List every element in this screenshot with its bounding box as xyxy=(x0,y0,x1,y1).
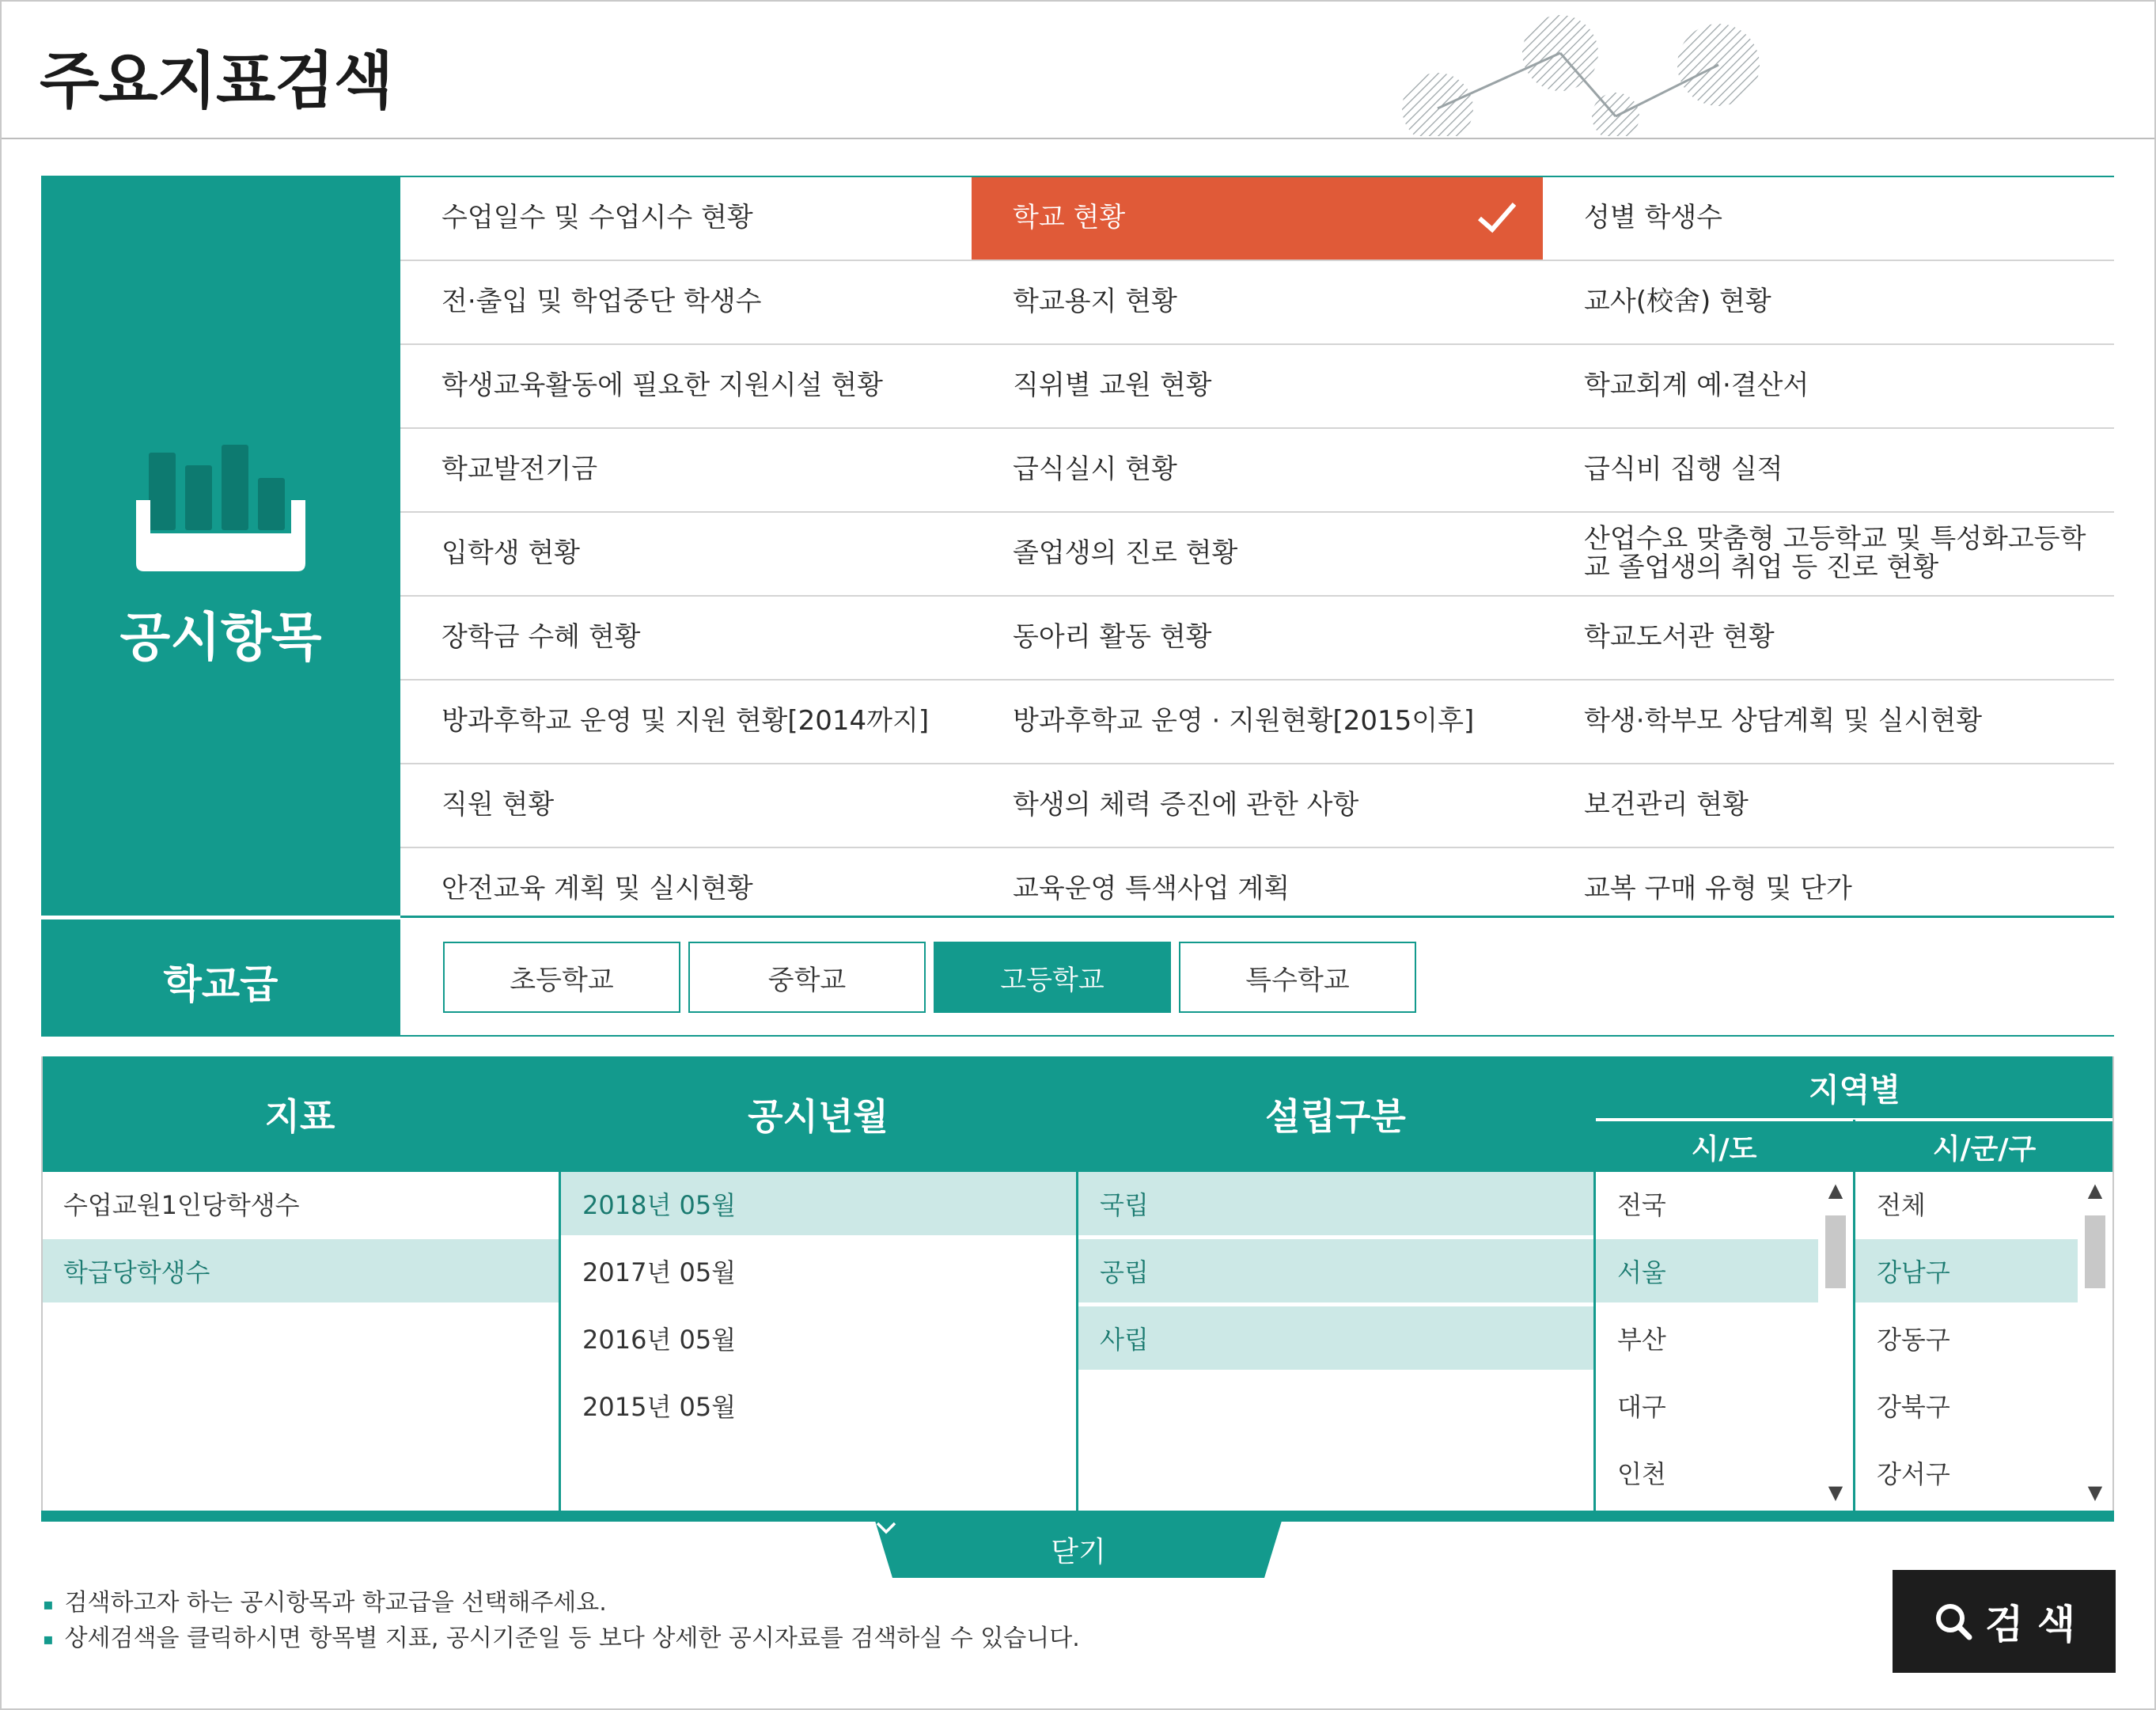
items-row xyxy=(400,345,2114,429)
disclosure-item-label: 급식실시 현황 xyxy=(1013,453,1177,486)
disclosure-item-label: 산업수요 맞춤형 고등학교 및 특성화고등학교 졸업생의 취업 등 진로 현황 xyxy=(1584,523,2086,583)
disclosure-item-label: 동아리 활동 현황 xyxy=(1013,621,1212,654)
sido-item[interactable]: 인천 xyxy=(1617,1459,1666,1489)
sigungu-scrollbar[interactable] xyxy=(2078,1172,2112,1511)
molecule-decoration xyxy=(1394,9,1837,136)
disclosure-item-label: 교육운영 특색사업 계획 xyxy=(1013,873,1290,905)
disclosure-item[interactable] xyxy=(1543,848,2114,931)
year-month-item[interactable]: 2015년 05월 xyxy=(582,1392,737,1422)
disclosure-item-label: 직원 현황 xyxy=(441,789,555,821)
table-left-border xyxy=(41,1056,43,1511)
foundation-list xyxy=(1078,1172,1593,1511)
indicator-item[interactable]: 수업교원1인당학생수 xyxy=(63,1190,300,1220)
column-divider xyxy=(559,1056,561,1511)
page-header xyxy=(2,2,2154,139)
disclosure-item[interactable] xyxy=(1543,764,2114,847)
header-year-month: 공시년월 xyxy=(560,1056,1076,1172)
sigungu-item[interactable]: 강남구 xyxy=(1855,1239,2078,1302)
year-month-list xyxy=(560,1172,1076,1511)
sido-item[interactable]: 대구 xyxy=(1617,1392,1666,1422)
school-level-bottom-border xyxy=(400,1035,2114,1037)
disclosure-item-label: 학교발전기금 xyxy=(441,453,598,486)
notes xyxy=(43,1586,1080,1656)
disclosure-item[interactable] xyxy=(1543,261,2114,343)
search-icon xyxy=(1933,1601,1974,1642)
indicator-list xyxy=(41,1172,559,1511)
close-button-label: 닫기 xyxy=(1051,1535,1106,1568)
school-level-label: 학교급 xyxy=(163,961,278,1007)
column-divider xyxy=(1593,1056,1596,1511)
disclosure-item[interactable] xyxy=(400,597,972,679)
disclosure-item[interactable] xyxy=(972,345,1543,427)
level-button-high[interactable]: 고등학교 xyxy=(934,942,1171,1013)
items-row xyxy=(400,681,2114,764)
filter-table xyxy=(41,1056,2114,1523)
close-button[interactable] xyxy=(875,1521,1282,1578)
chevron-down-icon xyxy=(875,1521,897,1535)
search-button-label: 검 색 xyxy=(1984,1602,2075,1647)
disclosure-item-label: 학교도서관 현황 xyxy=(1584,621,1775,654)
note-line: ▪ 상세검색을 클릭하시면 항목별 지표, 공시기준일 등 보다 상세한 공시자료를 검색하실 수 있습니다. xyxy=(43,1621,1080,1657)
disclosure-item[interactable] xyxy=(400,345,972,427)
disclosure-items-grid xyxy=(400,177,2114,916)
note-line: ▪ 검색하고자 하는 공시항목과 학교급을 선택해주세요. xyxy=(43,1586,1080,1621)
disclosure-item[interactable] xyxy=(400,513,972,595)
header-region: 지역별 xyxy=(1595,1056,2114,1118)
disclosure-item-label: 학교회계 예·결산서 xyxy=(1584,370,1809,402)
disclosure-item[interactable] xyxy=(972,261,1543,343)
close-button-content xyxy=(875,1521,1282,1578)
arrow-up-icon[interactable]: ▲ xyxy=(2087,1179,2103,1201)
sido-item[interactable]: 서울 xyxy=(1595,1239,1818,1302)
disclosure-item[interactable] xyxy=(1543,429,2114,511)
arrow-down-icon[interactable]: ▼ xyxy=(1828,1481,1843,1503)
disclosure-item[interactable] xyxy=(1543,513,2114,595)
sido-list xyxy=(1595,1172,1818,1511)
disclosure-item-label: 졸업생의 진로 현황 xyxy=(1013,537,1238,570)
sigungu-item[interactable]: 강서구 xyxy=(1877,1459,1950,1489)
disclosure-item[interactable] xyxy=(400,261,972,343)
disclosure-item-label: 학생·학부모 상담계획 및 실시현황 xyxy=(1584,705,1983,737)
table-right-border xyxy=(2112,1056,2114,1511)
disclosure-item-label: 교사(校舍) 현황 xyxy=(1584,286,1771,318)
disclosure-item[interactable] xyxy=(1543,177,2114,260)
level-button-middle[interactable]: 중학교 xyxy=(688,942,926,1013)
disclosure-item-label: 학교 현황 xyxy=(1013,202,1126,234)
disclosure-item-label: 학교용지 현황 xyxy=(1013,286,1177,318)
arrow-up-icon[interactable]: ▲ xyxy=(1828,1179,1843,1201)
disclosure-item[interactable] xyxy=(972,597,1543,679)
sigungu-scroll-thumb[interactable] xyxy=(2085,1215,2105,1288)
disclosure-item-label: 장학금 수혜 현황 xyxy=(441,621,641,654)
disclosure-item-label: 보건관리 현황 xyxy=(1584,789,1749,821)
disclosure-item-label: 안전교육 계획 및 실시현황 xyxy=(441,873,753,905)
items-row xyxy=(400,848,2114,931)
disclosure-item-selected[interactable] xyxy=(972,177,1543,260)
search-button[interactable] xyxy=(1893,1570,2116,1673)
header-foundation: 설립구분 xyxy=(1078,1056,1593,1172)
school-level-label-block xyxy=(41,919,400,1037)
items-row xyxy=(400,764,2114,848)
disclosure-item[interactable] xyxy=(972,764,1543,847)
disclosure-item[interactable] xyxy=(1543,681,2114,763)
disclosure-item[interactable] xyxy=(1543,597,2114,679)
items-row xyxy=(400,597,2114,681)
header-sido: 시/도 xyxy=(1595,1120,1853,1172)
disclosure-item-label: 급식비 집행 실적 xyxy=(1584,453,1783,486)
disclosure-item[interactable] xyxy=(972,848,1543,931)
disclosure-item-label: 수업일수 및 수업시수 현황 xyxy=(441,202,753,234)
disclosure-item-label: 방과후학교 운영 · 지원현황[2015이후] xyxy=(1013,705,1475,737)
search-panel xyxy=(41,176,2114,1037)
arrow-down-icon[interactable]: ▼ xyxy=(2087,1481,2103,1503)
disclosure-item[interactable] xyxy=(972,429,1543,511)
sigungu-item[interactable]: 강동구 xyxy=(1877,1325,1950,1355)
disclosure-item[interactable] xyxy=(972,681,1543,763)
disclosure-item-label: 학생교육활동에 필요한 지원시설 현황 xyxy=(441,370,883,402)
year-month-item[interactable]: 2016년 05월 xyxy=(582,1325,737,1355)
disclosure-item-label: 직위별 교원 현황 xyxy=(1013,370,1212,402)
year-month-item[interactable]: 2017년 05월 xyxy=(582,1257,737,1287)
column-divider xyxy=(1076,1056,1078,1511)
header-indicator: 지표 xyxy=(41,1056,559,1172)
disclosure-item[interactable] xyxy=(400,764,972,847)
sido-scrollbar[interactable] xyxy=(1818,1172,1853,1511)
disclosure-item[interactable] xyxy=(400,681,972,763)
disclosure-item-label: 교복 구매 유형 및 단가 xyxy=(1584,873,1852,905)
items-row xyxy=(400,429,2114,513)
sido-item[interactable]: 전국 xyxy=(1617,1190,1666,1220)
page-title: 주요지표검색 xyxy=(40,46,393,117)
items-panel-label: 공시항목 xyxy=(119,607,322,668)
grid-bottom-border xyxy=(400,916,2114,918)
check-icon xyxy=(1475,195,1519,239)
items-row xyxy=(400,177,2114,261)
items-panel-label-block xyxy=(41,176,400,916)
sido-scroll-thumb[interactable] xyxy=(1825,1215,1846,1288)
disclosure-item[interactable] xyxy=(400,429,972,511)
disclosure-item-label: 전·출입 및 학업중단 학생수 xyxy=(441,286,762,318)
level-button-elementary[interactable]: 초등학교 xyxy=(443,942,680,1013)
year-month-item[interactable]: 2018년 05월 xyxy=(560,1172,1076,1235)
column-divider xyxy=(1853,1120,1855,1511)
disclosure-item[interactable] xyxy=(1543,345,2114,427)
header-sigungu: 시/군/구 xyxy=(1855,1120,2114,1172)
sigungu-item[interactable]: 전체 xyxy=(1877,1190,1926,1220)
foundation-item[interactable]: 사립 xyxy=(1078,1306,1593,1370)
disclosure-item-label: 성별 학생수 xyxy=(1584,202,1723,234)
bar-chart-icon xyxy=(136,445,305,571)
foundation-item[interactable]: 국립 xyxy=(1078,1172,1593,1235)
foundation-item[interactable]: 공립 xyxy=(1078,1239,1593,1302)
sigungu-item[interactable]: 강북구 xyxy=(1877,1392,1950,1422)
disclosure-item-label: 입학생 현황 xyxy=(441,537,581,570)
disclosure-item-label: 학생의 체력 증진에 관한 사항 xyxy=(1013,789,1359,821)
sido-item[interactable]: 부산 xyxy=(1617,1325,1666,1355)
disclosure-item-label: 방과후학교 운영 및 지원 현황[2014까지] xyxy=(441,705,930,737)
table-bottom-bar xyxy=(41,1511,2114,1522)
items-row xyxy=(400,513,2114,597)
disclosure-item[interactable] xyxy=(972,513,1543,595)
sigungu-list xyxy=(1855,1172,2078,1511)
disclosure-item[interactable] xyxy=(400,177,972,260)
items-row xyxy=(400,261,2114,345)
level-button-special[interactable]: 특수학교 xyxy=(1179,942,1416,1013)
disclosure-item[interactable] xyxy=(400,848,972,931)
indicator-item[interactable]: 학급당학생수 xyxy=(41,1239,559,1302)
